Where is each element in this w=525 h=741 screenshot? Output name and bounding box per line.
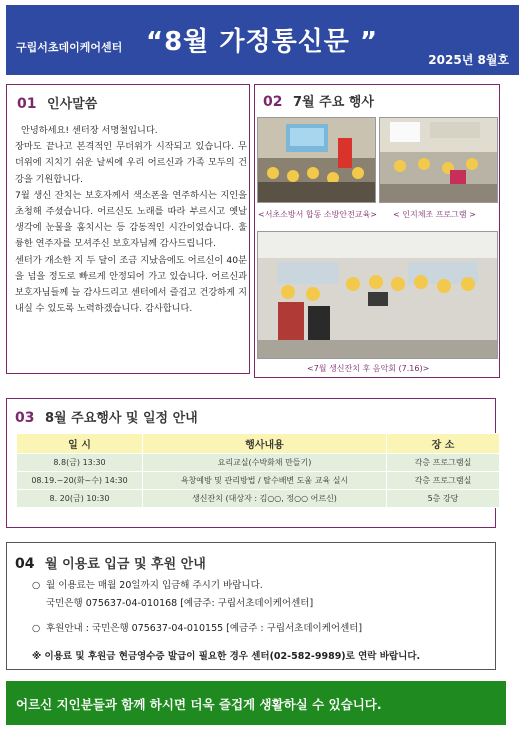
schedule-table: [16, 433, 500, 508]
birthday-concert-photo: [257, 231, 498, 359]
table-row: [17, 472, 500, 490]
greeting-body: [15, 123, 247, 317]
column-header: 일 시: [17, 434, 143, 454]
greeting-paragraph: 7월 생신 잔치는 보호자께서 색소폰을 연주하시는 지인을 초청해 주셨습니다. 어르신도 노래를 따라 부르시고 옛날 생각에 눈물을 훔치시는 등 감동적인 시간이었습니다. 훌륭한 연주자를 모셔주신 보호자님께 감사드립니다.: [15, 189, 247, 250]
photo-caption: <7월 생신잔치 후 음악회 (7.16)>: [307, 364, 430, 373]
table-cell: 5층 강당: [387, 490, 500, 508]
fees-section: [6, 542, 496, 670]
table-cell: 8.8(금) 13:30: [17, 454, 143, 472]
cognitive-exercise-photo: [379, 117, 498, 203]
section-number: 04: [15, 556, 35, 572]
section-title: 8월 주요행사 및 일정 안내: [45, 411, 198, 426]
table-cell: 8. 20(금) 10:30: [17, 490, 143, 508]
receipt-note: ※ 이용료 및 후원금 현금영수증 발급이 필요한 경우 센터(02-582-9989)로 연락 바랍니다.: [32, 651, 421, 662]
fee-account-line: 국민은행 075637-04-010168 [예금주: 구립서초데이케어센터]: [46, 598, 314, 609]
photo-caption: < 인지체조 프로그램 >: [393, 210, 476, 219]
table-row: [17, 454, 500, 472]
section-number: 01: [17, 96, 37, 112]
center-name: 구립서초데이케어센터: [16, 41, 123, 54]
greeting-heading: [17, 93, 97, 112]
column-header: 행사내용: [143, 434, 387, 454]
newsletter-header: [6, 5, 519, 75]
section-title: 인사말씀: [47, 97, 98, 112]
section-title: 7월 주요 행사: [293, 95, 374, 110]
circle-bullet-icon: ○: [32, 580, 41, 591]
schedule-heading: [15, 407, 198, 426]
table-cell: 08.19.~20(화~수) 14:30: [17, 472, 143, 490]
greeting-paragraph: 안녕하세요! 센터장 서명철입니다.: [21, 125, 158, 136]
section-number: 02: [263, 94, 283, 110]
table-cell: 각층 프로그램실: [387, 454, 500, 472]
donation-text: 후원안내 : 국민은행 075637-04-010155 [예금주 : 구립서초데이케어센터]: [46, 623, 363, 634]
fee-payment-line: [32, 577, 263, 591]
events-heading: [263, 91, 374, 110]
circle-bullet-icon: ○: [32, 623, 41, 634]
newsletter-title: “8월 가정통신문 ”: [146, 27, 379, 57]
footer-text: 어르신 지인분들과 함께 하시면 더욱 즐겁게 생활하실 수 있습니다.: [16, 697, 382, 712]
issue-label: 2025년 8월호: [428, 53, 509, 67]
fire-safety-photo: [257, 117, 376, 203]
section-number: 03: [15, 410, 35, 426]
events-section: [254, 84, 500, 378]
greeting-paragraph: 장마도 끝나고 본격적인 무더위가 시작되고 있습니다. 무더위에 지치기 쉬운 날씨에 우리 어르신과 가족 모두의 건강을 기원합니다.: [15, 141, 247, 185]
table-cell: 생신잔치 (대상자 : 김○○, 정○○ 어르신): [143, 490, 387, 508]
photo-caption: <서초소방서 합동 소방안전교육>: [258, 210, 377, 219]
schedule-section: [6, 398, 496, 528]
fee-payment-text: 월 이용료는 매월 20일까지 입금해 주시기 바랍니다.: [46, 580, 263, 591]
table-header-row: [17, 434, 500, 454]
column-header: 장 소: [387, 434, 500, 454]
section-title: 월 이용료 입금 및 후원 안내: [45, 557, 206, 572]
donation-line: [32, 620, 362, 634]
greeting-section: [6, 84, 250, 374]
table-cell: 욕창예방 및 관리방법 / 탈수배변 도움 교육 실시: [143, 472, 387, 490]
table-cell: 요리교실(수박화채 만들기): [143, 454, 387, 472]
greeting-paragraph: 센터가 개소한 지 두 달이 조금 지났음에도 어르신이 40분을 넘을 정도로 빠르게 안정되어 가고 있습니다. 어르신과 보호자님들께 늘 감사드리고 센터에서 즐겁고 건강하게 지내실 수 있도록 노력하겠습니다. 감사합니다.: [15, 254, 247, 315]
fees-heading: [15, 553, 206, 572]
table-row: [17, 490, 500, 508]
footer-banner: [6, 681, 506, 725]
table-cell: 각층 프로그램실: [387, 472, 500, 490]
